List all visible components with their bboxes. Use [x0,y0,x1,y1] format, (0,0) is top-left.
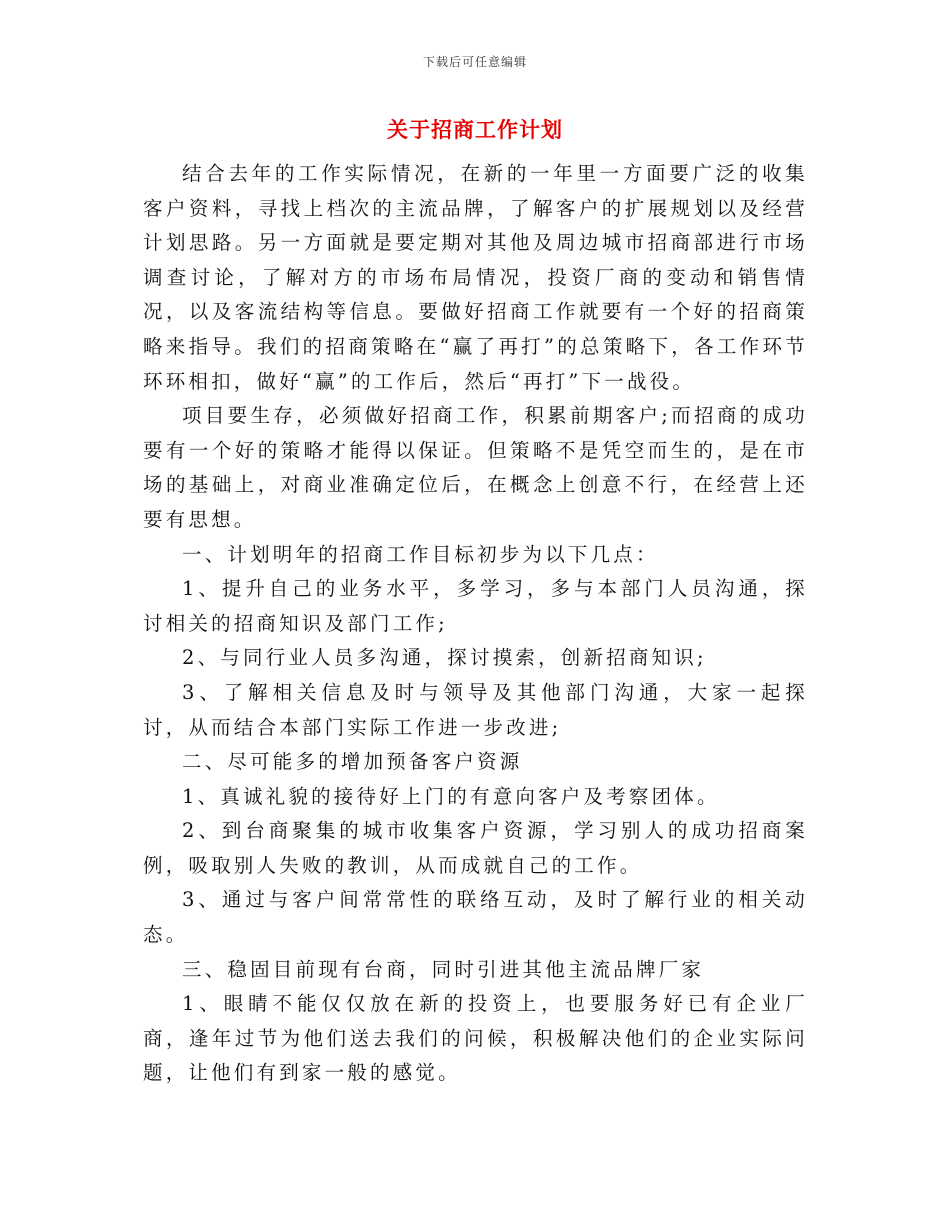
list-item: 3、了解相关信息及时与领导及其他部门沟通，大家一起探讨，从而结合本部门实际工作进一步改进; [143,680,808,739]
list-item: 2、到台商聚集的城市收集客户资源，学习别人的成功招商案例，吸取别人失败的教训，从而成就自己的工作。 [143,819,808,877]
list-item: 3、通过与客户间常常性的联络互动，及时了解行业的相关动态。 [143,888,808,947]
body-paragraph: 结合去年的工作实际情况，在新的一年里一方面要广泛的收集客户资料，寻找上档次的主流品牌，了解客户的扩展规划以及经营计划思路。另一方面就是要定期对其他及周边城市招商部进行市场调查讨论，了解对方的市场布局情况，投资厂商的变动和销售情况，以及客流结构等信息。要做好招商工作就要有一个好的招商策略来指导。我们的招商策略在“赢了再打”的总策略下，各工作环节环环相扣，做好“赢”的工作后，然后“再打”下一战役。 [143,162,808,393]
list-item: 2、与同行业人员多沟通，探讨摸索，创新招商知识; [182,646,707,670]
document-body [143,157,808,1091]
list-item: 1、眼睛不能仅仅放在新的投资上，也要服务好已有企业厂商，逢年过节为他们送去我们的问候，积极解决他们的企业实际问题，让他们有到家一般的感觉。 [143,992,808,1085]
page-header-note: 下载后可任意编辑 [422,55,527,69]
body-paragraph: 项目要生存，必须做好招商工作，积累前期客户;而招商的成功要有一个好的策略才能得以保证。但策略不是凭空而生的，是在市场的基础上，对商业准确定位后，在概念上创意不行，在经营上还要有思想。 [143,404,808,531]
list-item: 1、真诚礼貌的接待好上门的有意向客户及考察团体。 [182,784,720,808]
document-title: 关于招商工作计划 [387,117,563,142]
section-heading-1: 一、计划明年的招商工作目标初步为以下几点： [182,542,659,566]
list-item: 1、提升自己的业务水平，多学习，多与本部门人员沟通，探讨相关的招商知识及部门工作; [143,577,808,635]
section-heading-2: 二、尽可能多的增加预备客户资源 [182,750,523,774]
section-heading-3: 三、稳固目前现有台商，同时引进其他主流品牌厂家 [182,957,705,981]
